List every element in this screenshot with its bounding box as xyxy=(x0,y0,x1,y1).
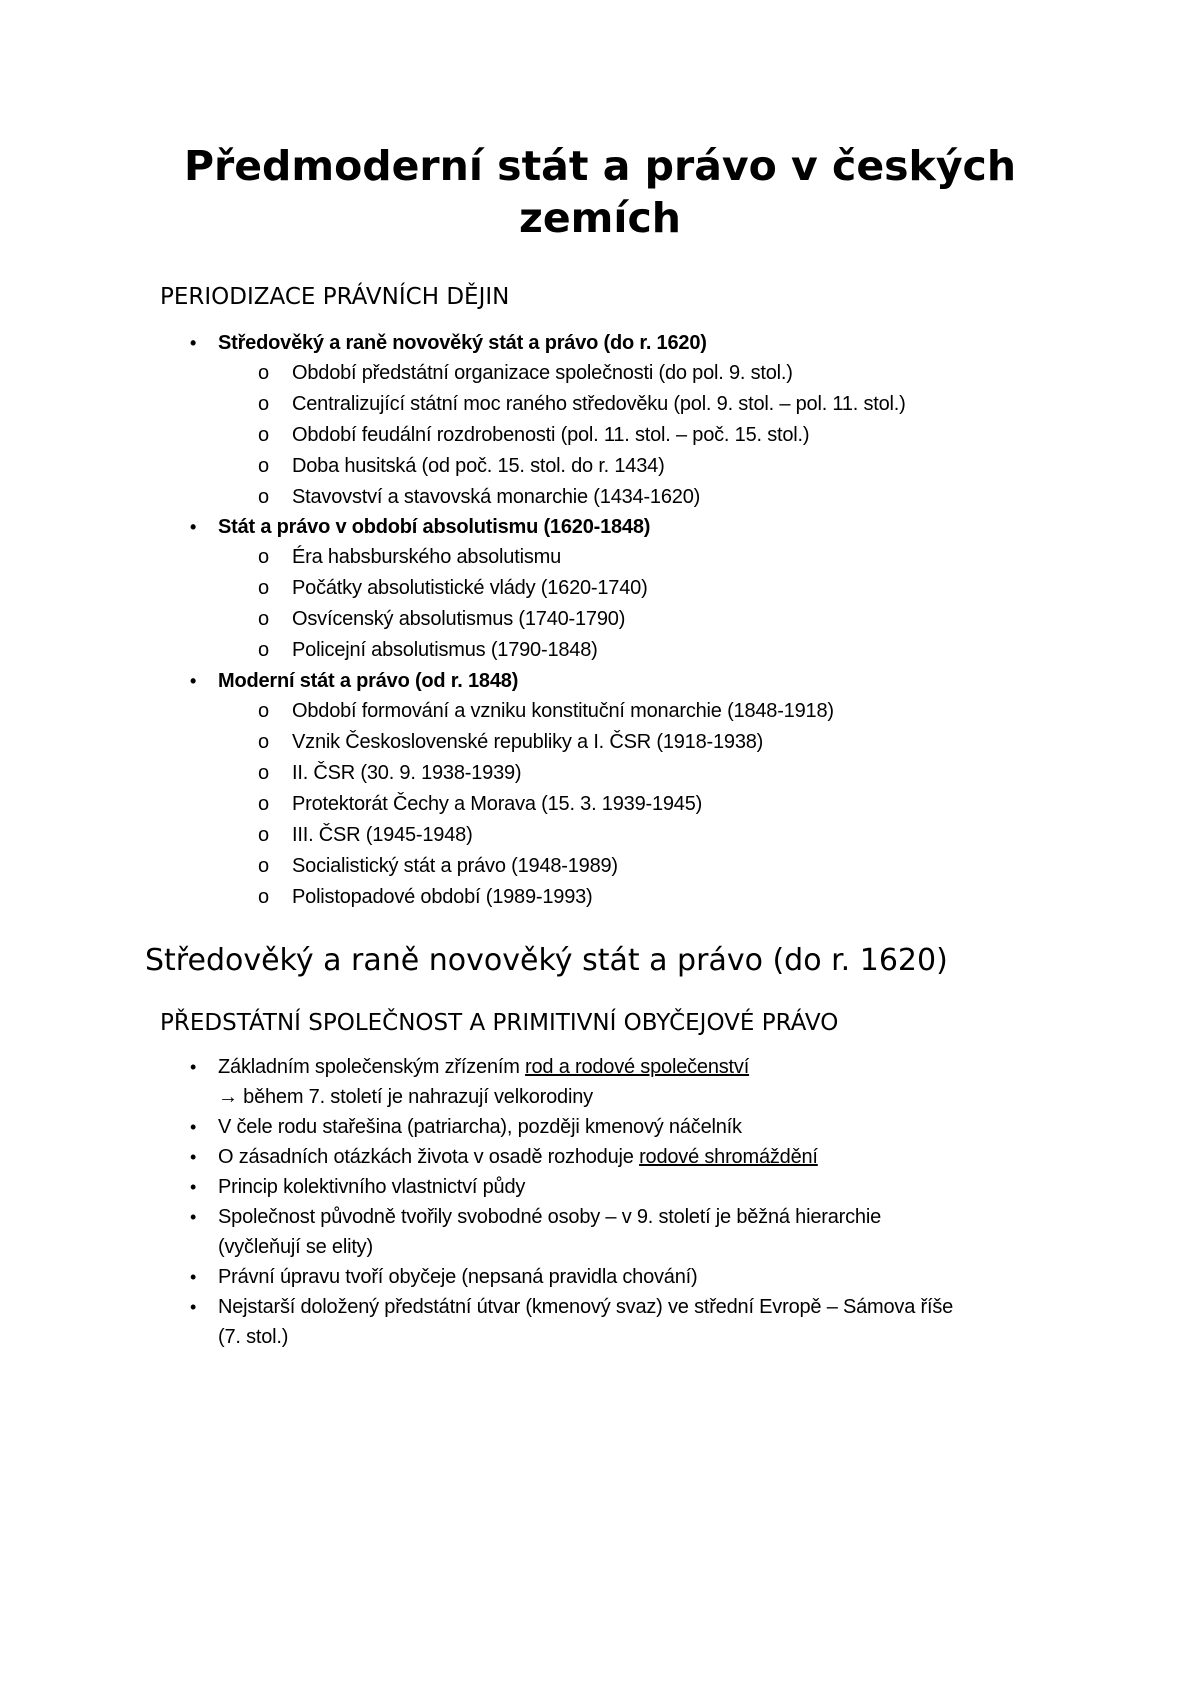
period-group-modern: • Moderní stát a právo (od r. 1848) xyxy=(218,666,518,696)
list-item: o II. ČSR (30. 9. 1938-1939) xyxy=(292,758,521,788)
sub-marker: o xyxy=(258,546,269,568)
list-item: o Období formování a vzniku konstituční monarchie (1848-1918) xyxy=(292,696,834,726)
sub-marker: o xyxy=(258,362,269,384)
period-group-medieval: • Středověký a raně novověký stát a právo (do r. 1620) xyxy=(218,328,707,358)
list-item: • V čele rodu stařešina (patriarcha), později kmenový náčelník xyxy=(218,1112,742,1142)
bullet-marker: • xyxy=(190,333,197,353)
list-item: o Doba husitská (od poč. 15. stol. do r. 1434) xyxy=(292,451,665,481)
sub-marker: o xyxy=(258,639,269,661)
bullet-marker: • xyxy=(190,1177,197,1197)
list-item: o Období feudální rozdrobenosti (pol. 11. stol. – poč. 15. stol.) xyxy=(292,420,809,450)
list-item: o Období předstátní organizace společnosti (do pol. 9. stol.) xyxy=(292,358,793,388)
bullet-marker: • xyxy=(190,1147,197,1167)
list-item: o Vznik Československé republiky a I. ČSR (1918-1938) xyxy=(292,727,763,757)
underlined-term: rodové shromáždění xyxy=(639,1146,818,1168)
list-item: • Základním společenským zřízením rod a rodové společenství xyxy=(218,1052,749,1082)
sub-marker: o xyxy=(258,793,269,815)
list-item: o Centralizující státní moc raného středověku (pol. 9. stol. – pol. 11. stol.) xyxy=(292,389,906,419)
list-item: o Stavovství a stavovská monarchie (1434-1620) xyxy=(292,482,700,512)
periodization-heading: PERIODIZACE PRÁVNÍCH DĚJIN xyxy=(160,284,510,310)
sub-marker: o xyxy=(258,824,269,846)
period-group-absolutism: • Stát a právo v období absolutismu (1620-1848) xyxy=(218,512,650,542)
list-item: • O zásadních otázkách života v osadě rozhoduje rodové shromáždění xyxy=(218,1142,818,1172)
sub-marker: o xyxy=(258,455,269,477)
bullet-marker: • xyxy=(190,1117,197,1137)
list-item: • Nejstarší doložený předstátní útvar (kmenový svaz) ve střední Evropě – Sámova říše xyxy=(218,1292,953,1322)
list-item-continuation: → během 7. století je nahrazují velkorodiny xyxy=(218,1086,593,1108)
list-item-continuation: (vyčleňují se elity) xyxy=(218,1236,373,1258)
list-item-continuation: (7. stol.) xyxy=(218,1326,289,1348)
sub-marker: o xyxy=(258,486,269,508)
sub-marker: o xyxy=(258,608,269,630)
list-item: o III. ČSR (1945-1948) xyxy=(292,820,473,850)
bullet-marker: • xyxy=(190,671,197,691)
list-item: • Princip kolektivního vlastnictví půdy xyxy=(218,1172,525,1202)
bullet-marker: • xyxy=(190,517,197,537)
bullet-marker: • xyxy=(190,1267,197,1287)
list-item: o Policejní absolutismus (1790-1848) xyxy=(292,635,598,665)
subsection-heading: PŘEDSTÁTNÍ SPOLEČNOST A PRIMITIVNÍ OBYČEJOVÉ PRÁVO xyxy=(160,1010,839,1036)
sub-marker: o xyxy=(258,424,269,446)
bullet-marker: • xyxy=(190,1057,197,1077)
list-item: o Socialistický stát a právo (1948-1989) xyxy=(292,851,618,881)
list-item: o Protektorát Čechy a Morava (15. 3. 1939-1945) xyxy=(292,789,702,819)
list-item: o Polistopadové období (1989-1993) xyxy=(292,882,593,912)
sub-marker: o xyxy=(258,886,269,908)
sub-marker: o xyxy=(258,393,269,415)
sub-marker: o xyxy=(258,577,269,599)
title-line-2: zemích xyxy=(519,194,681,242)
list-item: o Éra habsburského absolutismu xyxy=(292,542,561,572)
list-item: o Osvícenský absolutismus (1740-1790) xyxy=(292,604,625,634)
sub-marker: o xyxy=(258,700,269,722)
list-item: o Počátky absolutistické vlády (1620-1740) xyxy=(292,573,648,603)
bullet-marker: • xyxy=(190,1207,197,1227)
section-heading: Středověký a raně novověký stát a právo (do r. 1620) xyxy=(145,943,948,978)
underlined-term: rod a rodové společenství xyxy=(525,1056,750,1078)
list-item: • Právní úpravu tvoří obyčeje (nepsaná pravidla chování) xyxy=(218,1262,697,1292)
sub-marker: o xyxy=(258,855,269,877)
sub-marker: o xyxy=(258,762,269,784)
sub-marker: o xyxy=(258,731,269,753)
bullet-marker: • xyxy=(190,1297,197,1317)
list-item: • Společnost původně tvořily svobodné osoby – v 9. století je běžná hierarchie xyxy=(218,1202,881,1232)
document-title xyxy=(150,140,1050,244)
title-line-1: Předmoderní stát a právo v českých xyxy=(183,142,1017,190)
